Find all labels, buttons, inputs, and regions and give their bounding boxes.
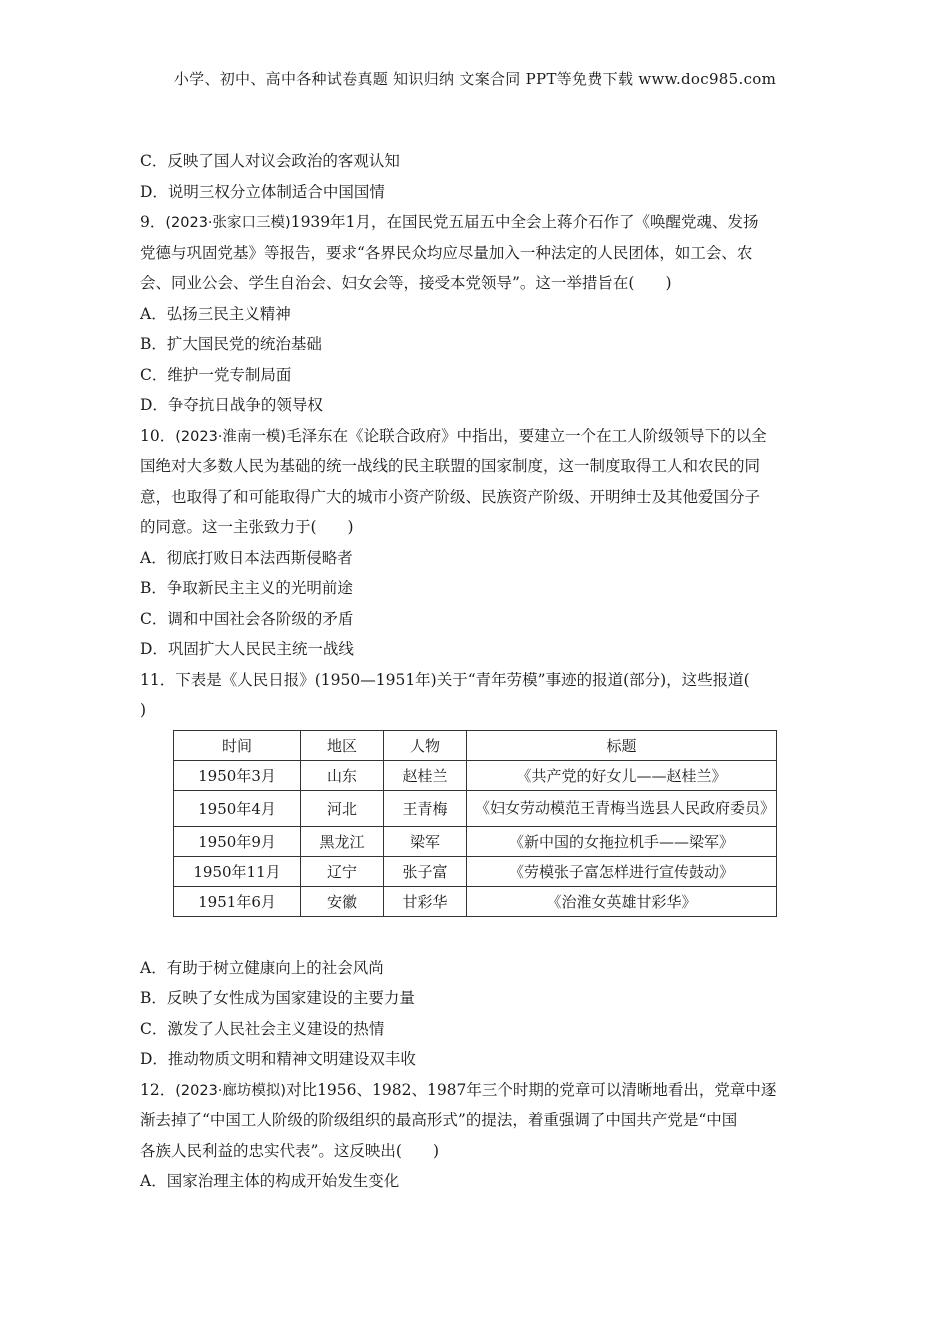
table-row	[174, 826, 777, 856]
q12-line-2: 渐去掉了“中国工人阶级的阶级组织的最高形式”的提法，着重强调了中国共产党是“中国	[140, 1111, 738, 1129]
q11-option-d: D．推动物质文明和精神文明建设双丰收	[140, 1050, 416, 1068]
q11-number: 11．	[140, 670, 176, 689]
table-cell-person: 张子富	[384, 856, 467, 886]
table-cell-region: 山东	[301, 760, 384, 790]
report-table	[173, 730, 777, 917]
q12-line-1	[140, 1075, 812, 1106]
table-cell-region: 安徽	[301, 886, 384, 916]
q11-stem-1: 下表是《人民日报》(1950—1951年)关于“青年劳模”事迹的报道(部分)，这些报道(	[175, 670, 750, 689]
q12-number: 12．	[140, 1080, 176, 1099]
table-row	[174, 790, 777, 826]
q11-line-1	[140, 665, 812, 696]
q9-option-c: C．维护一党专制局面	[140, 365, 292, 384]
q9-stem-1: 1939年1月，在国民党五届五中全会上蒋介石作了《唤醒党魂、发扬	[290, 213, 759, 231]
table-header-person: 人物	[384, 730, 467, 760]
table-spacer	[140, 917, 812, 953]
q9-source: (2023·张家口三模)	[165, 215, 291, 231]
q11-option-c: C．激发了人民社会主义建设的热情	[140, 1019, 385, 1038]
q10-line-4: 的同意。这一主张致力于( )	[140, 518, 354, 536]
q10-option-d: D．巩固扩大人民民主统一战线	[140, 640, 354, 658]
q8-options	[140, 146, 812, 207]
table-cell-title: 《劳模张子富怎样进行宣传鼓动》	[467, 856, 777, 886]
question-9	[140, 207, 812, 421]
exam-content	[140, 146, 812, 1197]
question-11	[140, 665, 812, 1075]
table-row	[174, 760, 777, 790]
q11-option-a: A．有助于树立健康向上的社会风尚	[140, 958, 384, 977]
q10-line-2: 国绝对大多数人民为基础的统一战线的民主联盟的国家制度，这一制度取得工人和农民的同	[140, 457, 761, 475]
q12-option-a: A．国家治理主体的构成开始发生变化	[140, 1172, 400, 1190]
table-cell-region: 黑龙江	[301, 826, 384, 856]
table-cell-time: 1950年9月	[174, 826, 301, 856]
q10-option-b: B．争取新民主主义的光明前途	[140, 579, 353, 597]
question-12	[140, 1075, 812, 1197]
table-cell-person: 赵桂兰	[384, 760, 467, 790]
table-cell-person: 王青梅	[384, 790, 467, 826]
q9-line-3: 会、同业公会、学生自治会、妇女会等，接受本党领导”。这一举措旨在( )	[140, 274, 672, 292]
q11-line-2: )	[140, 701, 147, 719]
table-cell-region: 辽宁	[301, 856, 384, 886]
table-cell-person: 梁军	[384, 826, 467, 856]
q8-option-d: D．说明三权分立体制适合中国国情	[140, 182, 385, 201]
q9-option-a: A．弘扬三民主义精神	[140, 304, 291, 323]
q10-option-c: C．调和中国社会各阶级的矛盾	[140, 609, 354, 628]
q10-line-3: 意，也取得了和可能取得广大的城市小资产阶级、民族资产阶级、开明绅士及其他爱国分子	[140, 487, 761, 506]
q9-line-2: 党德与巩固党基》等报告，要求“各界民众均应尽量加入一种法定的人民团体，如工会、农	[140, 243, 753, 262]
q9-number: 9．	[140, 213, 166, 231]
table-row	[174, 856, 777, 886]
table-header-time: 时间	[174, 730, 301, 760]
table-cell-title: 《治淮女英雄甘彩华》	[467, 886, 777, 916]
q10-stem-1: 毛泽东在《论联合政府》中指出，要建立一个在工人阶级领导下的以全	[286, 426, 767, 445]
q8-option-c: C．反映了国人对议会政治的客观认知	[140, 152, 400, 170]
q10-option-a: A．彻底打败日本法西斯侵略者	[140, 548, 353, 567]
table-cell-time: 1951年6月	[174, 886, 301, 916]
table-cell-region: 河北	[301, 790, 384, 826]
table-row	[174, 886, 777, 916]
q10-source: (2023·淮南一模)	[175, 428, 287, 445]
q11-option-b: B．反映了女性成为国家建设的主要力量	[140, 989, 415, 1007]
page-header: 小学、初中、高中各种试卷真题 知识归纳 文案合同 PPT等免费下载 www.doc985.com	[173, 70, 777, 88]
q9-line-1	[140, 207, 812, 238]
table-header-title: 标题	[467, 730, 777, 760]
table-cell-time: 1950年3月	[174, 760, 301, 790]
table-header-region: 地区	[301, 730, 384, 760]
q9-option-b: B．扩大国民党的统治基础	[140, 335, 322, 353]
q9-option-d: D．争夺抗日战争的领导权	[140, 396, 323, 414]
q10-line-1	[140, 421, 812, 452]
table-cell-title: 《妇女劳动模范王青梅当选县人民政府委员》	[467, 790, 777, 826]
table-cell-time: 1950年4月	[174, 790, 301, 826]
question-10	[140, 421, 812, 665]
q12-source: (2023·廊坊模拟)	[175, 1082, 287, 1099]
table-header-row	[174, 730, 777, 760]
q10-number: 10．	[140, 426, 176, 445]
table-cell-title: 《共产党的好女儿——赵桂兰》	[467, 760, 777, 790]
q12-stem-1: 对比1956、1982、1987年三个时期的党章可以清晰地看出，党章中逐	[286, 1080, 777, 1099]
table-cell-person: 甘彩华	[384, 886, 467, 916]
table-cell-time: 1950年11月	[174, 856, 301, 886]
q12-line-3: 各族人民利益的忠实代表”。这反映出( )	[140, 1141, 440, 1160]
table-cell-title: 《新中国的女拖拉机手——梁军》	[467, 826, 777, 856]
